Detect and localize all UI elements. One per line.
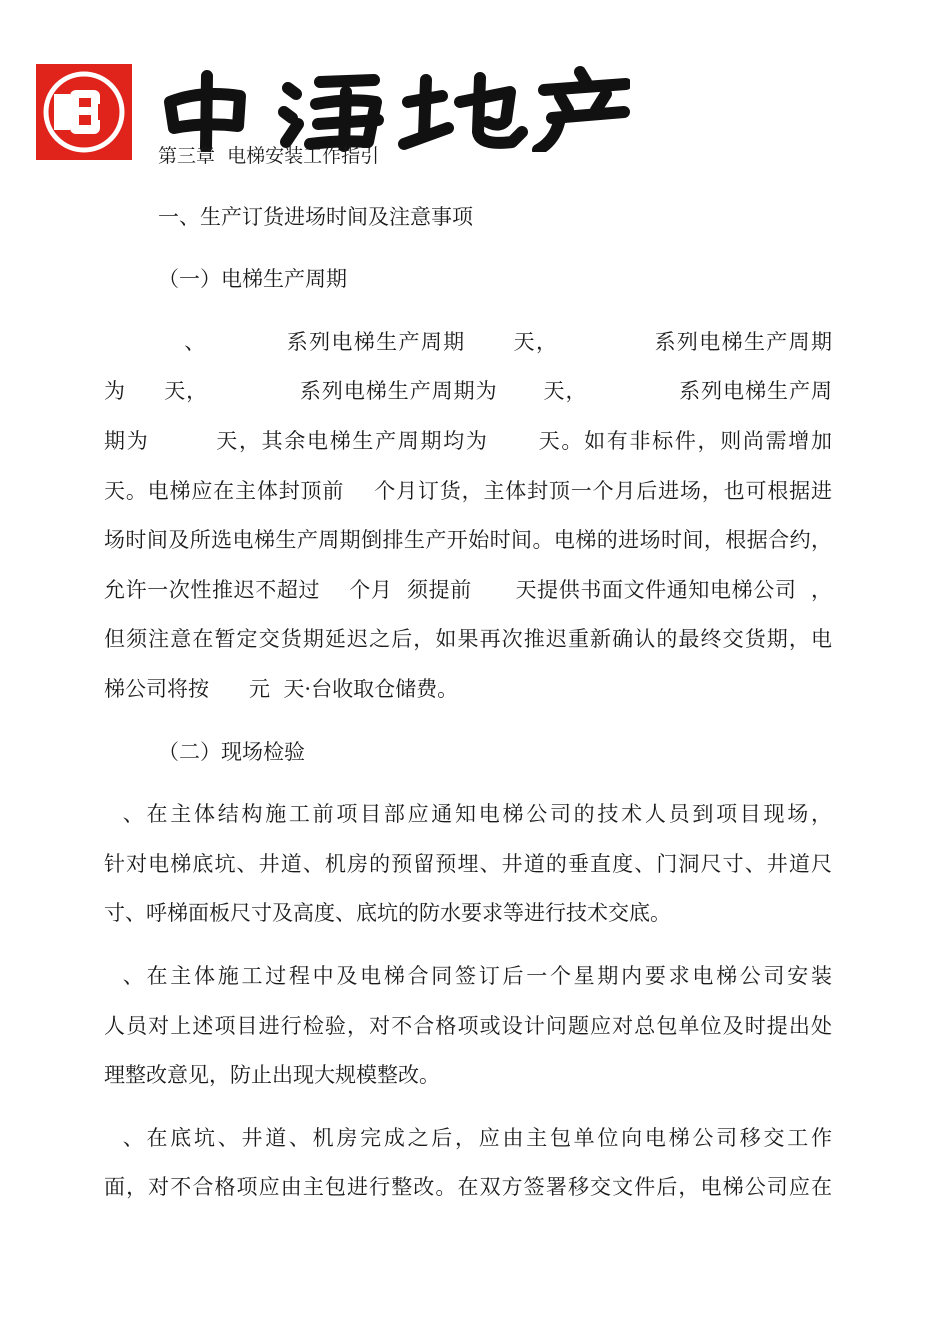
subsection-heading-production-cycle: （一）电梯生产周期 xyxy=(158,267,347,291)
paragraph-line: 面，对不合格项应由主包进行整改。在双方签署移交文件后，电梯公司应在 xyxy=(104,1175,832,1199)
paragraph-line: 、在底坑、井道、机房完成之后，应由主包单位向电梯公司移交工作 xyxy=(104,1126,832,1150)
company-logo-wordmark xyxy=(160,62,630,152)
paragraph-line: 梯公司将按 元 天·台收取仓储费。 xyxy=(104,677,459,701)
logo-emblem-icon xyxy=(36,64,132,160)
paragraph-line: 期为 天，其余电梯生产周期均为 天。如有非标件，则尚需增加 xyxy=(104,429,832,453)
paragraph-line: 人员对上述项目进行检验，对不合格项或设计问题应对总包单位及时提出处 xyxy=(104,1014,832,1038)
paragraph-line: 天。电梯应在主体封顶前 个月订货，主体封顶一个月后进场，也可根据进 xyxy=(104,479,832,503)
paragraph-line: 、 系列电梯生产周期 天， 系列电梯生产周期 xyxy=(104,330,832,354)
paragraph-line: 场时间及所选电梯生产周期倒排生产开始时间。电梯的进场时间，根据合约， xyxy=(104,528,832,552)
paragraph-line: 、在主体施工过程中及电梯合同签订后一个星期内要求电梯公司安装 xyxy=(104,964,832,988)
paragraph-line: 寸、呼梯面板尺寸及高度、底坑的防水要求等进行技术交底。 xyxy=(104,901,671,925)
paragraph-line: 但须注意在暂定交货期延迟之后，如果再次推迟重新确认的最终交货期，电 xyxy=(104,627,832,651)
logo-wordmark-image xyxy=(160,62,630,152)
paragraph-line: 针对电梯底坑、井道、机房的预留预埋、井道的垂直度、门洞尺寸、井道尺 xyxy=(104,852,832,876)
company-logo-mark xyxy=(36,64,132,160)
paragraph-line: 允许一次性推迟不超过 个月 须提前 天提供书面文件通知电梯公司 ， xyxy=(104,578,832,602)
paragraph-line: 为 天， 系列电梯生产周期为 天， 系列电梯生产周 xyxy=(104,379,832,403)
paragraph-line: 、在主体结构施工前项目部应通知电梯公司的技术人员到项目现场， xyxy=(104,802,832,826)
paragraph-line: 理整改意见，防止出现大规模整改。 xyxy=(104,1063,440,1087)
subsection-heading-site-inspection: （二）现场检验 xyxy=(158,740,305,764)
section-heading: 一、生产订货进场时间及注意事项 xyxy=(158,205,473,229)
chapter-title: 第三章 电梯安装工作指引 xyxy=(158,145,380,167)
